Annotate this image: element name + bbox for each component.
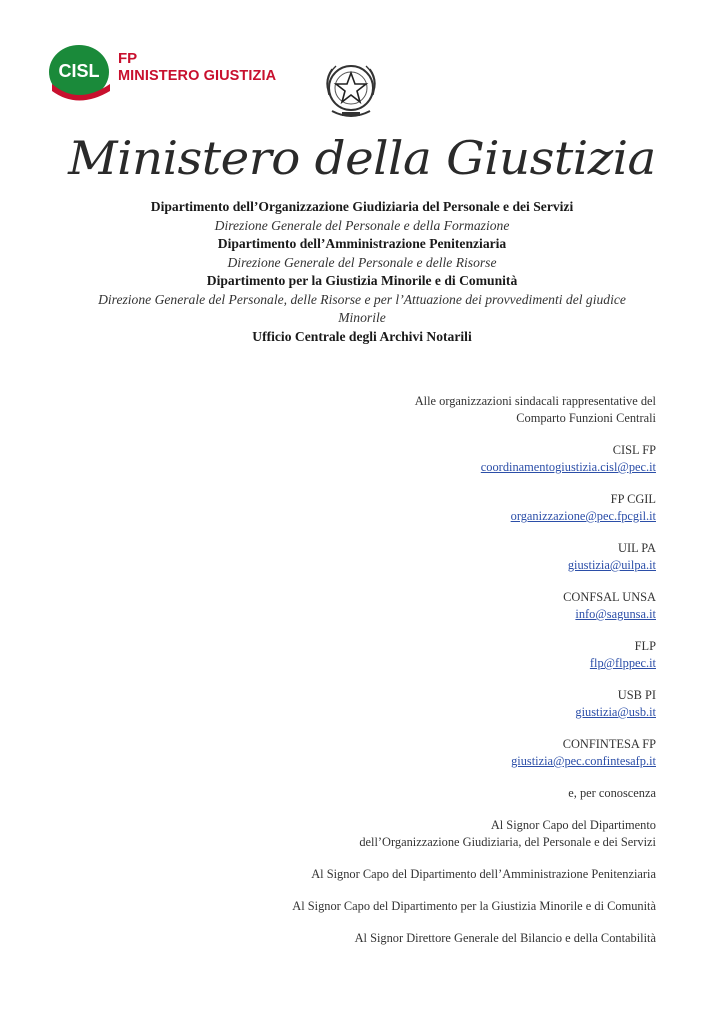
ministry-title: Ministero della Giustizia xyxy=(68,131,656,185)
recipients-intro-line: Comparto Funzioni Centrali xyxy=(516,411,656,425)
departments-list xyxy=(40,198,684,346)
cc-recipient xyxy=(136,930,656,947)
recipients-block xyxy=(136,393,656,962)
union-email-link[interactable]: organizzazione@pec.fpcgil.it xyxy=(510,509,656,523)
union-email-link[interactable]: flp@flppec.it xyxy=(589,656,656,670)
union-email-link[interactable]: giustizia@uilpa.it xyxy=(567,558,656,572)
cc-recipient-line: Al Signor Direttore Generale del Bilancio e della Contabilità xyxy=(354,931,656,945)
cisl-fp-logo xyxy=(48,44,288,106)
direction-subheading: Direzione Generale del Personale, delle Risorse e per l’Attuazione dei provvedimenti del giudice xyxy=(98,291,626,307)
union-name: CONFINTESA FP xyxy=(562,737,656,751)
union-name: USB PI xyxy=(617,688,656,702)
recipients-intro xyxy=(136,393,656,427)
direction-subheading: Direzione Generale del Personale e delle Risorse xyxy=(227,254,497,270)
union-entry xyxy=(136,491,656,525)
union-name: FP CGIL xyxy=(610,492,656,506)
department-heading: Dipartimento per la Giustizia Minorile e di Comunità xyxy=(206,273,518,288)
direction-subheading: Direzione Generale del Personale e della Formazione xyxy=(214,217,510,233)
recipients-intro-line: Alle organizzazioni sindacali rappresentative del xyxy=(414,394,656,408)
union-entry xyxy=(136,687,656,721)
cc-recipient xyxy=(136,866,656,883)
logo-tagline: MINISTERO GIUSTIZIA xyxy=(118,68,277,84)
italian-republic-emblem-icon xyxy=(318,55,384,125)
union-name: FLP xyxy=(634,639,656,653)
cc-recipient xyxy=(136,898,656,915)
union-entry xyxy=(136,540,656,574)
logo-cisl-text: CISL xyxy=(58,61,100,81)
union-name: CONFSAL UNSA xyxy=(563,590,656,604)
logo-fp-text: FP xyxy=(118,50,138,67)
direction-subheading-continued: Minorile xyxy=(338,310,386,325)
cc-recipient xyxy=(136,817,656,851)
department-heading: Dipartimento dell’Organizzazione Giudiziaria del Personale e dei Servizi xyxy=(150,199,574,214)
cc-recipient-line: Al Signor Capo del Dipartimento xyxy=(490,818,656,832)
cc-recipient-line: Al Signor Capo del Dipartimento dell’Amministrazione Penitenziaria xyxy=(311,867,656,881)
union-email-link[interactable]: giustizia@pec.confintesafp.it xyxy=(511,754,656,768)
union-entry xyxy=(136,638,656,672)
department-heading: Dipartimento dell’Amministrazione Penitenziaria xyxy=(217,236,507,251)
cc-recipient-line: Al Signor Capo del Dipartimento per la Giustizia Minorile e di Comunità xyxy=(292,899,656,913)
union-email-link[interactable]: info@sagunsa.it xyxy=(575,607,656,621)
cisl-logo-mark xyxy=(48,44,114,104)
department-heading: Ufficio Centrale degli Archivi Notarili xyxy=(252,328,472,344)
union-entry xyxy=(136,589,656,623)
union-name: UIL PA xyxy=(618,541,656,555)
union-email-link[interactable]: coordinamentogiustizia.cisl@pec.it xyxy=(480,460,656,474)
union-entry xyxy=(136,442,656,476)
union-email-link[interactable]: giustizia@usb.it xyxy=(575,705,656,719)
union-name: CISL FP xyxy=(612,443,656,457)
cc-intro: e, per conoscenza xyxy=(568,786,656,800)
cc-recipient-line: dell’Organizzazione Giudiziaria, del Personale e dei Servizi xyxy=(359,835,656,849)
union-entry xyxy=(136,736,656,770)
